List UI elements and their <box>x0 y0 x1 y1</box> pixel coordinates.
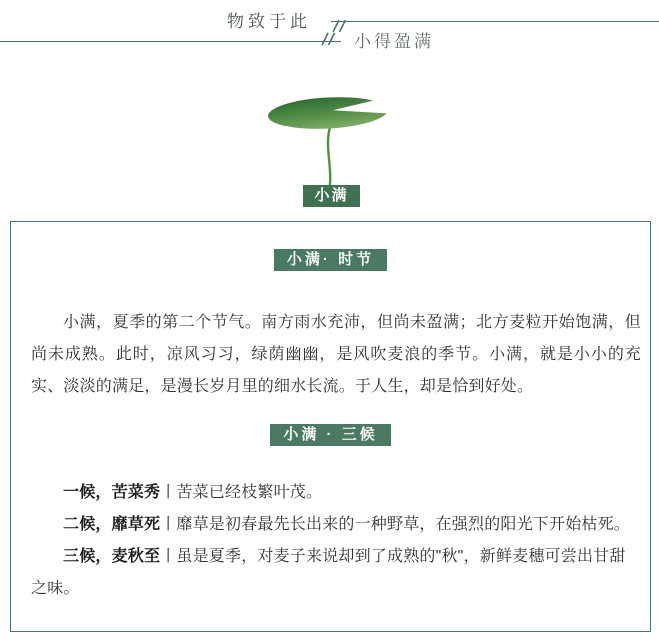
season-paragraph: 小满，夏季的第二个节气。南方雨水充沛，但尚未盈满；北方麦粒开始饱满，但尚未成熟。此时，凉风习习，绿荫幽幽，是风吹麦浪的季节。小满，就是小小的充实、淡淡的满足，是漫长岁月里的细水长流。于人生，却是恰到好处。 <box>31 314 641 395</box>
season-badge: 小满· 时节 <box>274 249 387 271</box>
header <box>0 0 659 70</box>
phenology-term: 二候，靡草死 <box>63 516 161 533</box>
header-rule-left <box>0 41 341 42</box>
header-subtitle: 小得盈满 <box>354 32 434 51</box>
header-rule-right <box>331 21 659 22</box>
double-slash-icon <box>330 19 352 33</box>
content-card <box>10 221 651 632</box>
double-slash-icon <box>319 32 341 46</box>
phenology-list <box>31 477 641 605</box>
hero-label: 小满 <box>303 185 360 207</box>
phenology-term: 一候，苦菜秀 <box>63 484 161 501</box>
phenology-item <box>31 509 641 541</box>
phenology-desc: 丨虽是夏季，对麦子来说却到了成熟的"秋"，新鲜麦穗可尝出甘甜之味。 <box>31 548 626 597</box>
phenology-item <box>31 477 641 509</box>
header-title: 物致于此 <box>227 12 311 31</box>
phenology-desc: 丨靡草是初春最先长出来的一种野草，在强烈的阳光下开始枯死。 <box>160 516 631 533</box>
phenology-term: 三候，麦秋至 <box>63 548 161 565</box>
phenology-badge: 小满 · 三候 <box>270 424 390 446</box>
phenology-item <box>31 541 641 605</box>
phenology-desc: 丨苦菜已经枝繁叶茂。 <box>160 484 323 501</box>
